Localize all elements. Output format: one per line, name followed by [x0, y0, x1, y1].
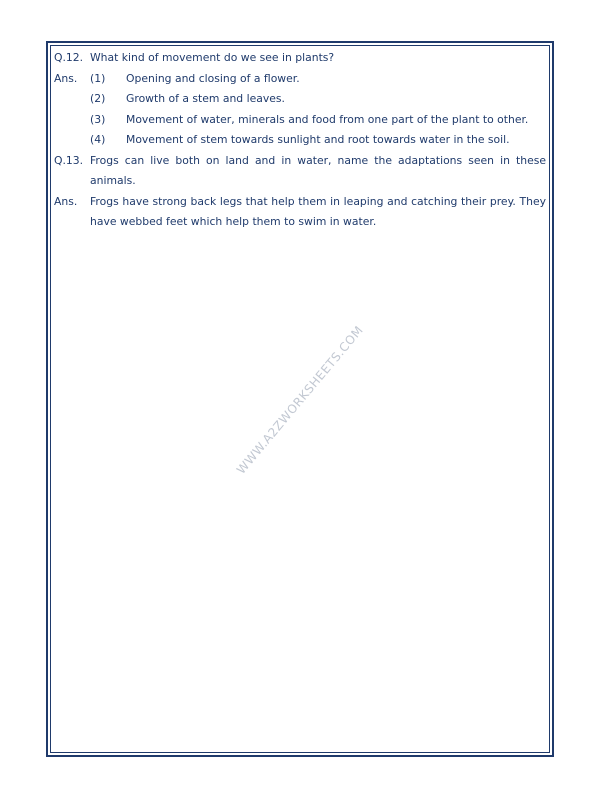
item-text: Growth of a stem and leaves.	[126, 92, 285, 105]
answer-12-item-3	[54, 110, 546, 131]
question-label: Q.12.	[54, 51, 84, 64]
item-number: (4)	[90, 133, 106, 146]
item-text: Movement of stem towards sunlight and root towards water in the soil.	[126, 133, 510, 146]
worksheet-content	[54, 48, 546, 233]
answer-13	[54, 192, 546, 233]
answer-text: Frogs have strong back legs that help them in leaping and catching their prey. They have webbed feet which help them to swim in water.	[90, 194, 546, 228]
answer-label: Ans.	[54, 194, 78, 208]
item-text: Opening and closing of a flower.	[126, 71, 300, 85]
answer-12-item-1	[54, 69, 546, 90]
question-label: Q.13.	[54, 153, 84, 167]
question-text: What kind of movement do we see in plants?	[90, 51, 335, 64]
item-number: (2)	[90, 92, 106, 105]
item-text: Movement of water, minerals and food from one part of the plant to other.	[126, 112, 529, 126]
item-number: (3)	[90, 112, 106, 126]
answer-12-item-4	[54, 130, 546, 151]
item-number: (1)	[90, 71, 106, 85]
question-13	[54, 151, 546, 192]
question-12	[54, 48, 546, 69]
watermark: WWW.A2ZWORKSHEETS.COM	[233, 323, 367, 477]
question-text: Frogs can live both on land and in water, name the adaptations seen in these animals.	[90, 153, 546, 187]
answer-label: Ans.	[54, 71, 78, 85]
answer-12-item-2	[54, 89, 546, 110]
